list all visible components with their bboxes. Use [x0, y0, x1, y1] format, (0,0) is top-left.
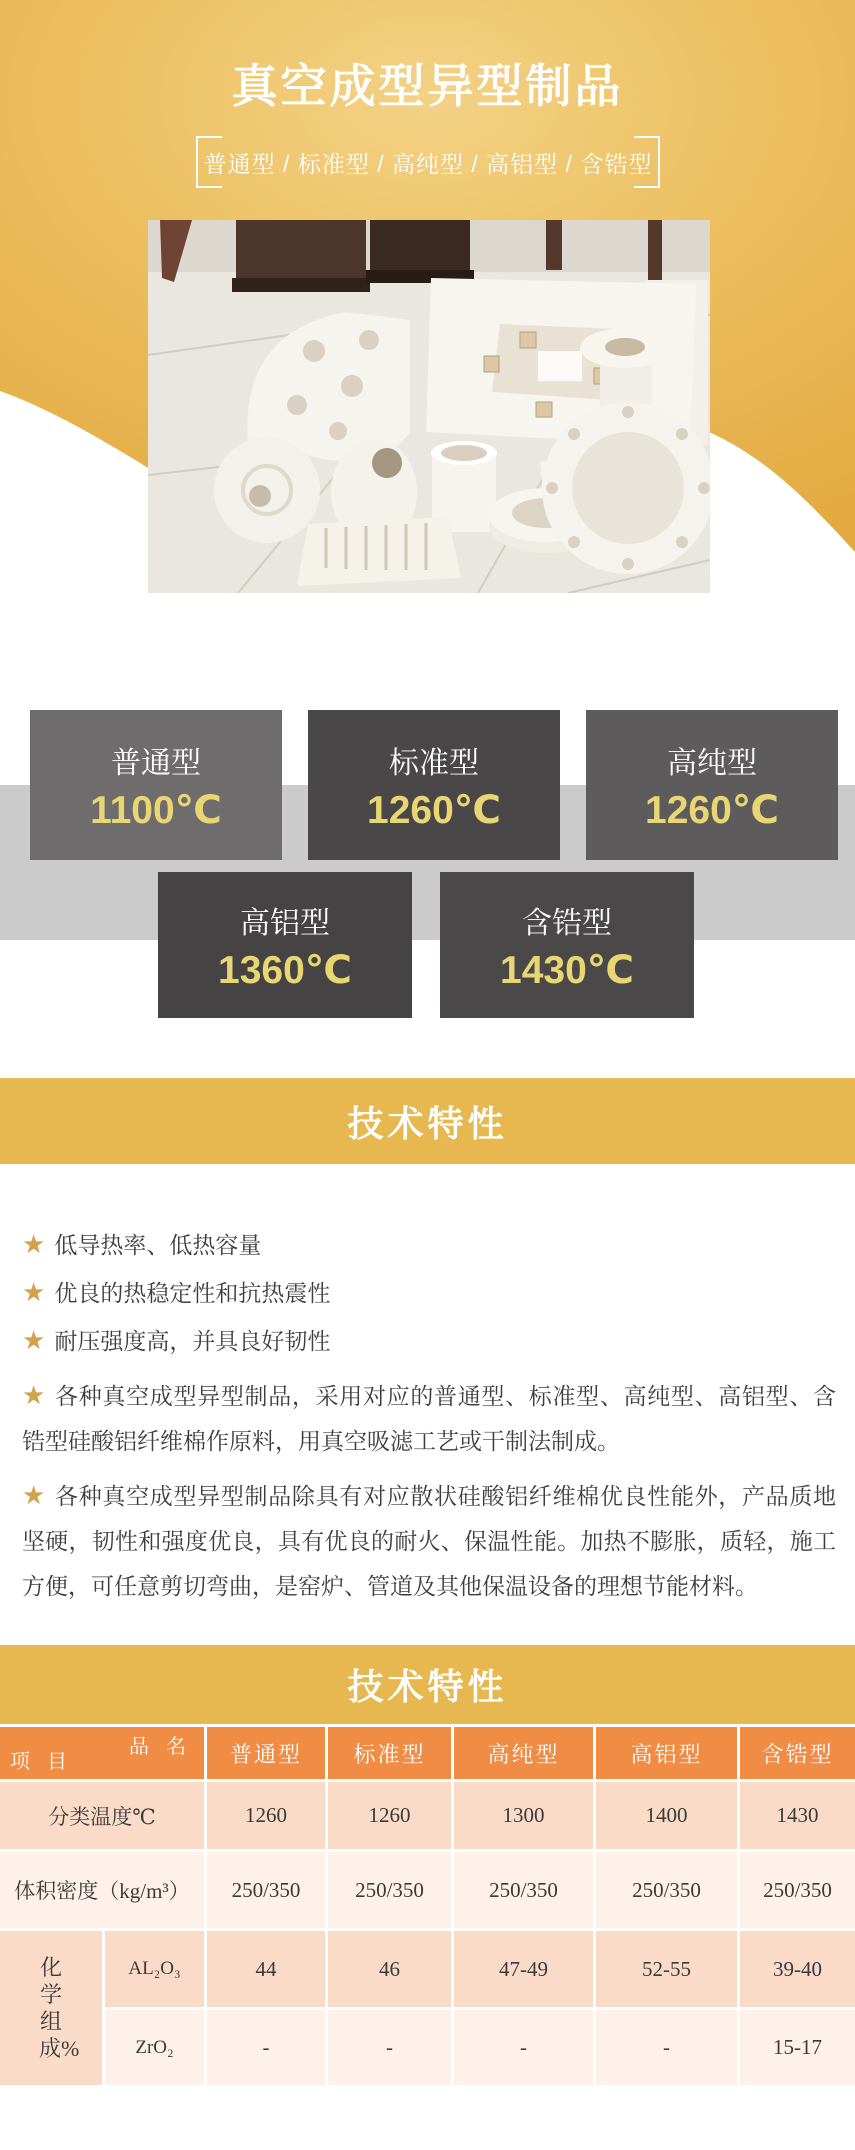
temp-card-hangao	[440, 872, 694, 1018]
feature-text: 各种真空成型异型制品，采用对应的普通型、标准型、高纯型、高铝型、含锆型硅酸铝纤维棉作原料，用真空吸滤工艺或干制法制成。	[22, 1383, 836, 1454]
table-cell: 250/350	[207, 1852, 328, 1931]
feature-text: 优良的热稳定性和抗热震性	[54, 1280, 331, 1306]
table-row-classification-temp	[0, 1782, 855, 1852]
table-row-zro2	[105, 2010, 855, 2085]
table-cell: -	[328, 2010, 454, 2085]
row-label: 体积密度（kg/m³）	[0, 1852, 207, 1931]
subtitle-types	[196, 136, 660, 188]
temp-card-label: 含锆型	[522, 906, 612, 940]
row-label: ZrO₂	[105, 2010, 207, 2085]
temp-card-gaochun	[586, 710, 838, 860]
feature-text: 耐压强度高，并具良好韧性	[54, 1328, 331, 1354]
star-icon: ★	[22, 1480, 46, 1510]
feature-item	[22, 1473, 836, 1609]
feature-item	[22, 1373, 836, 1464]
temp-card-label: 普通型	[111, 746, 201, 780]
table-header-row	[0, 1727, 855, 1782]
table-cell: 46	[328, 1931, 454, 2010]
table-cell: -	[454, 2010, 596, 2085]
temp-card-gaolv	[158, 872, 412, 1018]
table-group-chemical-composition	[0, 1931, 855, 2085]
star-icon: ★	[22, 1380, 46, 1410]
column-header: 普通型	[207, 1727, 328, 1782]
group-label-cell	[0, 1931, 105, 2085]
temp-card-label: 标准型	[389, 746, 479, 780]
subtitle-text: 普通型 / 标准型 / 高纯型 / 高铝型 / 含锆型	[203, 150, 653, 177]
specs-table	[0, 1727, 855, 2085]
table-cell: 1300	[454, 1782, 596, 1852]
table-cell: -	[596, 2010, 740, 2085]
temp-card-value: 1100℃	[90, 788, 222, 832]
table-cell: 47-49	[454, 1931, 596, 2010]
specs-banner: 技术特性	[0, 1645, 855, 1724]
table-cell: 1400	[596, 1782, 740, 1852]
star-icon: ★	[22, 1229, 46, 1259]
table-cell: 44	[207, 1931, 328, 2010]
temp-card-value: 1260℃	[367, 788, 501, 832]
temp-card-biaozhun	[308, 710, 560, 860]
left-bracket-decoration	[196, 136, 222, 188]
row-label: 分类温度℃	[0, 1782, 207, 1852]
table-corner-cell	[0, 1727, 207, 1782]
table-cell: 250/350	[596, 1852, 740, 1931]
features-list	[22, 1222, 836, 1611]
row-label: AL₂O₃	[105, 1931, 207, 2010]
table-row-al2o3	[105, 1931, 855, 2010]
column-header: 标准型	[328, 1727, 454, 1782]
temp-card-value: 1430℃	[500, 948, 634, 992]
column-header: 含锆型	[740, 1727, 855, 1782]
table-cell: 250/350	[740, 1852, 855, 1931]
star-icon: ★	[22, 1277, 46, 1307]
corner-label-product: 品 名	[129, 1736, 192, 1758]
group-label: 化学组成%	[39, 1955, 80, 2061]
table-cell: 250/350	[328, 1852, 454, 1931]
temp-card-value: 1360℃	[218, 948, 352, 992]
table-cell: 39-40	[740, 1931, 855, 2010]
temp-card-label: 高铝型	[240, 906, 330, 940]
table-cell: 250/350	[454, 1852, 596, 1931]
features-banner: 技术特性	[0, 1078, 855, 1164]
temp-card-putong	[30, 710, 282, 860]
table-cell: 1260	[207, 1782, 328, 1852]
right-bracket-decoration	[634, 136, 660, 188]
table-cell: 1260	[328, 1782, 454, 1852]
table-cell: 1430	[740, 1782, 855, 1852]
table-cell: -	[207, 2010, 328, 2085]
column-header: 高铝型	[596, 1727, 740, 1782]
page-title: 真空成型异型制品	[231, 60, 624, 112]
star-icon: ★	[22, 1325, 46, 1355]
feature-text: 低导热率、低热容量	[54, 1232, 262, 1258]
table-cell: 52-55	[596, 1931, 740, 2010]
temp-card-value: 1260℃	[645, 788, 779, 832]
column-header: 高纯型	[454, 1727, 596, 1782]
feature-item	[22, 1270, 836, 1316]
feature-text: 各种真空成型异型制品除具有对应散状硅酸铝纤维棉优良性能外，产品质地坚硬，韧性和强度优良，具有优良的耐火、保温性能。加热不膨胀，质轻，施工方便，可任意剪切弯曲，是窑炉、管道及其他保温设备的理想节能材料。	[22, 1483, 836, 1599]
corner-label-item: 项 目	[10, 1751, 73, 1773]
table-cell: 15-17	[740, 2010, 855, 2085]
feature-item	[22, 1318, 836, 1364]
product-photo	[148, 220, 710, 593]
temp-card-label: 高纯型	[667, 746, 757, 780]
table-row-bulk-density	[0, 1852, 855, 1931]
feature-item	[22, 1222, 836, 1268]
